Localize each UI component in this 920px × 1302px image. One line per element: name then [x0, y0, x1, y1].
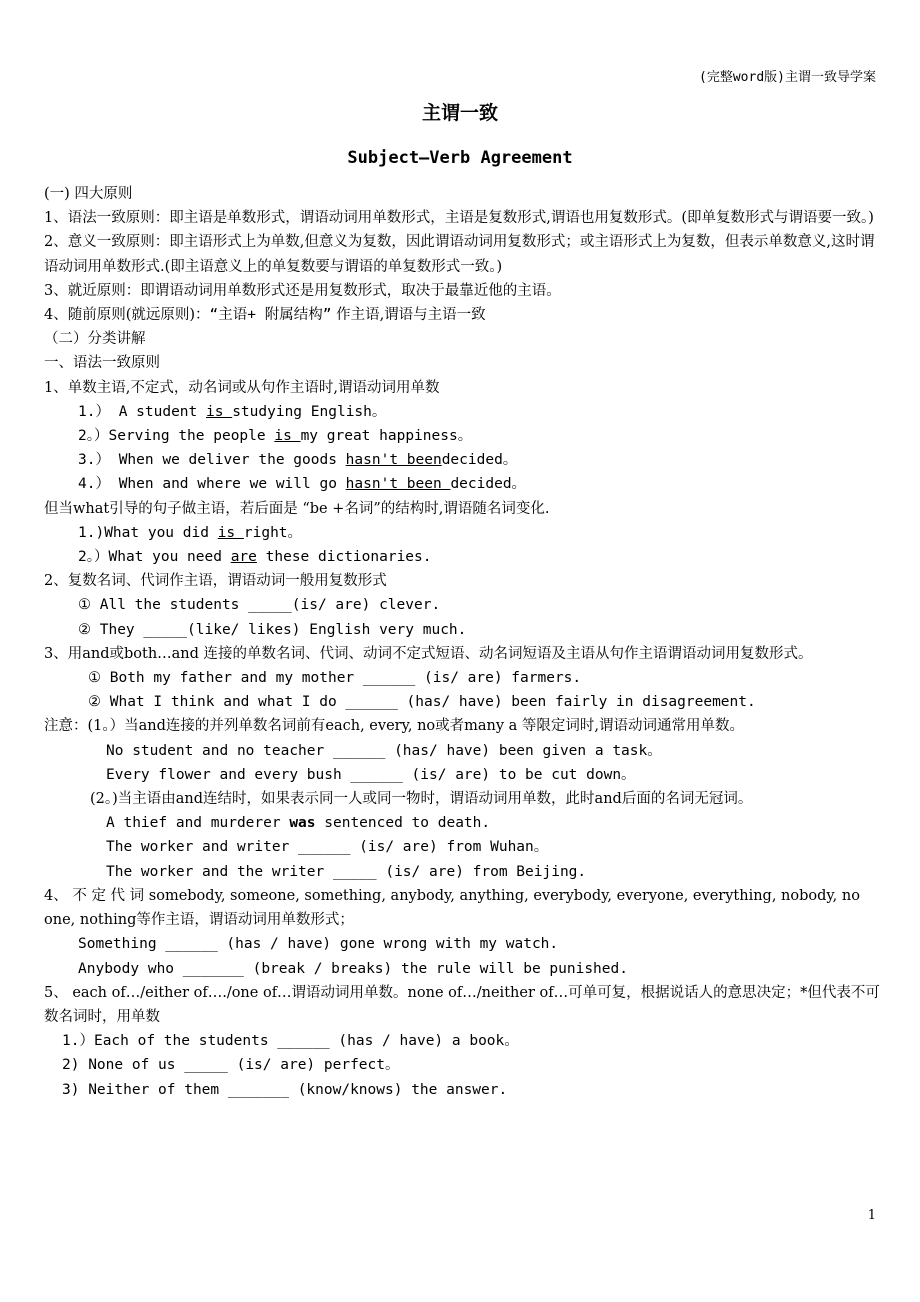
text-span: The worker and the writer _____ (is/ are) from Beijing.: [106, 863, 587, 880]
text-span: (一) 四大原则: [44, 186, 133, 202]
text-span: 1、语法一致原则：即主语是单数形式，谓语动词用单数形式，主语是复数形式,谓语也用复数形式。(即单复数形式与谓语要一致。): [44, 210, 874, 227]
text-span: 4、随前原则(就远原则)：: [44, 307, 210, 324]
text-line: [44, 739, 880, 763]
text-span: Anybody who _______ (break / breaks) the rule will be punished.: [78, 960, 628, 977]
text-line: [44, 666, 880, 690]
text-span: 注意：(1。）当and连接的并列单数名词前有each, every, no或者many a 等限定词时,谓语动词通常用单数。: [44, 718, 745, 735]
text-line: [44, 497, 880, 521]
text-span: 4、 不 定 代 词 somebody, someone, something, anybody, anything, everybody, everyone, everything, nobody, no one, nothing等作主语，谓语动词用单数形式；: [44, 887, 860, 929]
underlined-answer: is: [274, 428, 301, 445]
page-title: 主谓一致: [421, 102, 498, 124]
text-span: studying English。: [232, 403, 387, 420]
text-span: 一、语法一致原则: [44, 355, 160, 372]
text-line: [44, 230, 880, 278]
text-line: [44, 1029, 880, 1053]
text-span: Every flower and every bush ______ (is/ are) to be cut down。: [106, 766, 636, 783]
text-span: 3、用and或both…and 连接的单数名词、代词、动词不定式短语、动名词短语及主语从句作主语谓语动词用复数形式。: [44, 645, 813, 662]
underlined-answer: is: [206, 403, 233, 420]
text-line: [44, 1078, 880, 1102]
text-line: [44, 351, 880, 375]
text-span: decided。: [450, 476, 527, 493]
text-line: [44, 690, 880, 714]
text-span: 2、复数名词、代词作主语，谓语动词一般用复数形式: [44, 573, 387, 590]
text-span: 4.） When and where we will go: [78, 476, 346, 493]
text-span: The worker and writer ______ (is/ are) from Wuhan。: [106, 839, 549, 856]
text-span: ① All the students _____(is/ are) clever.: [78, 597, 441, 614]
text-span: 2。）What you need: [78, 549, 231, 566]
text-span: decided。: [441, 452, 518, 469]
text-span: ② What I think and what I do ______ (has/ have) been fairly in disagreement.: [88, 694, 756, 711]
document-body: [44, 182, 880, 1102]
text-line: [44, 376, 880, 400]
text-line: [44, 1053, 880, 1077]
underlined-answer: hasn't been: [345, 476, 451, 493]
underlined-answer: are: [230, 549, 257, 566]
underlined-answer: hasn't been: [345, 452, 442, 469]
text-line: [44, 884, 880, 932]
text-span: 5、 each of…/either of…./one of…谓语动词用单数。none of…/neither of…可单可复，根据说话人的意思决定；*但代表不可数名词时，用单数: [44, 984, 880, 1025]
text-line: [44, 400, 880, 424]
text-line: [44, 206, 880, 230]
text-line: [44, 545, 880, 569]
text-span: right。: [243, 524, 303, 541]
text-span: “主语+ 附属结构”: [209, 307, 332, 324]
page-number: 1: [867, 1208, 876, 1223]
text-line: [44, 327, 880, 351]
text-span: （二）分类讲解: [44, 331, 146, 348]
text-span: A thief and murderer: [106, 815, 290, 832]
text-line: [44, 424, 880, 448]
underlined-answer: is: [217, 524, 244, 541]
text-span: 1、单数主语,不定式，动名词或从句作主语时,谓语动词用单数: [44, 379, 440, 396]
text-span: 但当what引导的句子做主语，若后面是 “be +名词”的结构时,谓语随名词变化.: [44, 500, 550, 517]
text-line: [44, 811, 880, 835]
text-line: [44, 182, 880, 206]
text-span: 2。）Serving the people: [78, 428, 275, 445]
text-span: (2。)当主语由and连结时，如果表示同一人或同一物时，谓语动词用单数，此时and后面的名词无冠词。: [90, 791, 753, 808]
text-line: [44, 569, 880, 593]
text-span: 作主语,谓语与主语一致: [331, 307, 486, 324]
text-line: [44, 303, 880, 327]
text-line: [44, 835, 880, 859]
text-span: 3.） When we deliver the goods: [78, 452, 346, 469]
text-span: 3) Neither of them _______ (know/knows) the answer.: [62, 1081, 508, 1098]
page-header: (完整word版)主谓一致导学案: [699, 70, 876, 85]
text-line: [44, 957, 880, 981]
text-span: 2) None of us _____ (is/ are) perfect。: [62, 1057, 400, 1074]
text-line: [44, 521, 880, 545]
text-span: ② They _____(like/ likes) English very much.: [78, 621, 467, 638]
text-line: [44, 593, 880, 617]
text-span: ① Both my father and my mother ______ (is/ are) farmers.: [88, 670, 582, 687]
text-span: 1.）Each of the students ______ (has / have) a book。: [62, 1033, 519, 1050]
text-span: 2、意义一致原则：即主语形式上为单数,但意义为复数，因此谓语动词用复数形式；或主语形式上为复数，但表示单数意义,这时谓语动词用单数形式.(即主语意义上的单复数要与谓语的单复数形式一致。): [44, 234, 875, 275]
text-span: 3、就近原则：即谓语动词用单数形式还是用复数形式，取决于最靠近他的主语。: [44, 282, 561, 299]
text-span: 1.） A student: [78, 403, 206, 420]
text-line: [44, 642, 880, 666]
text-line: [44, 618, 880, 642]
text-span: these dictionaries.: [256, 549, 432, 566]
text-span: sentenced to death.: [315, 815, 491, 832]
text-line: [44, 472, 880, 496]
text-span: my great happiness。: [300, 428, 473, 445]
text-line: [44, 860, 880, 884]
text-span: No student and no teacher ______ (has/ have) been given a task。: [106, 742, 662, 759]
text-line: [44, 932, 880, 956]
text-line: [44, 279, 880, 303]
text-line: [44, 448, 880, 472]
text-line: [44, 981, 880, 1029]
text-line: [44, 787, 880, 811]
text-span: was: [289, 815, 316, 832]
text-span: Something ______ (has / have) gone wrong with my watch.: [78, 936, 559, 953]
page-subtitle: Subject—Verb Agreement: [347, 148, 573, 168]
text-line: [44, 763, 880, 787]
text-line: [44, 714, 880, 738]
text-span: 1.)What you did: [78, 524, 218, 541]
